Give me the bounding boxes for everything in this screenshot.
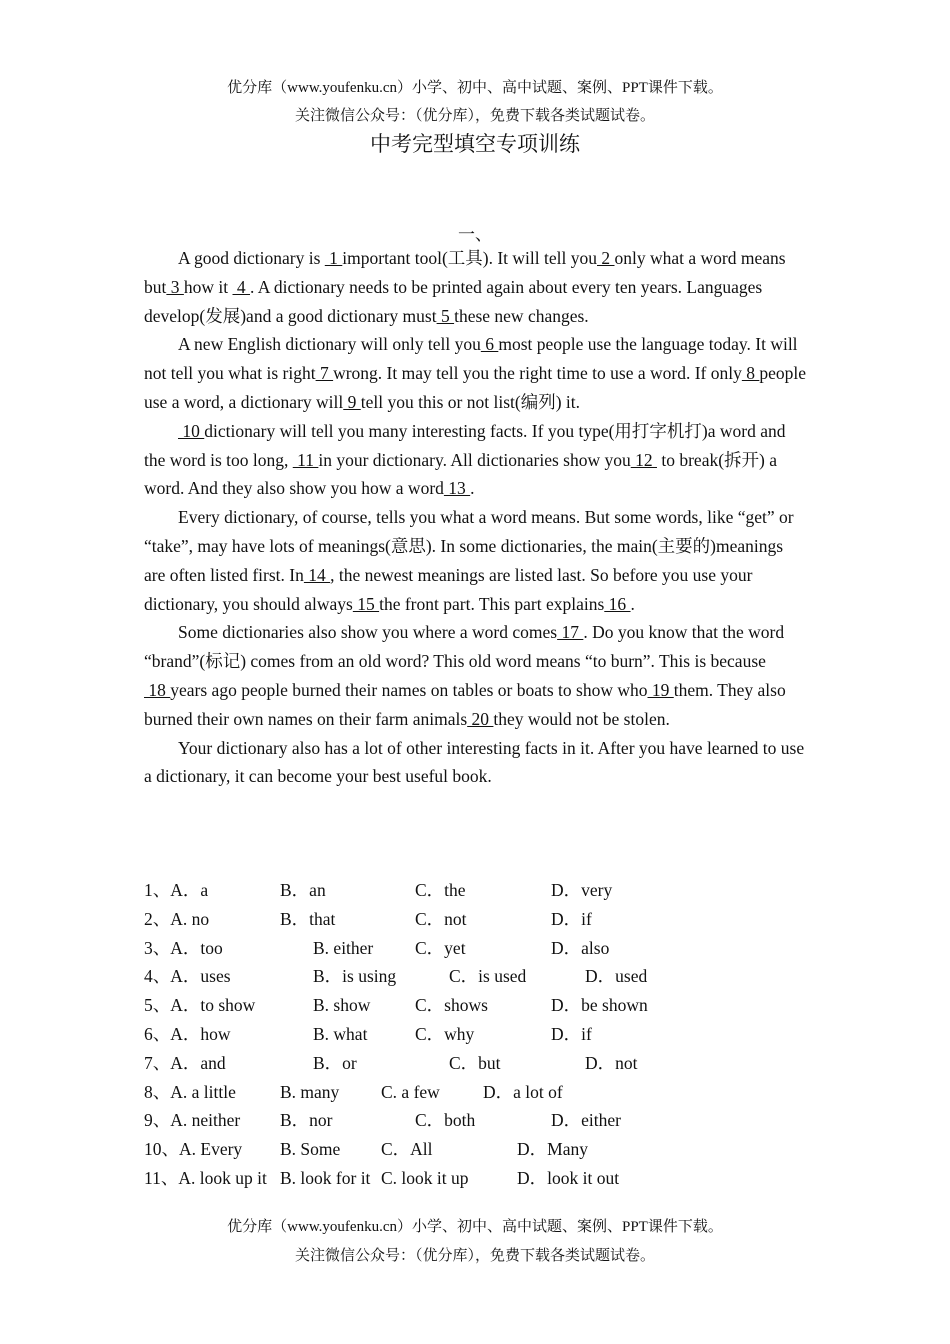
option-c: C．All xyxy=(381,1139,433,1160)
option-c: C．both xyxy=(415,1110,476,1131)
header-line-1: 优分库（www.youfenku.cn）小学、初中、高中试题、案例、PPT课件下载。 xyxy=(227,80,723,96)
passage-paragraph: A new English dictionary will only tell you 6 most people use the language today. It will not tell you what is right 7 wrong. It may tell you the right time to use a word. If only 8 people use a word, a dictionary will 9 tell you this or not list(编列) it. xyxy=(144,334,806,412)
option-c: C．not xyxy=(415,908,467,929)
option-d: D．very xyxy=(551,880,613,900)
option-d: D．if xyxy=(551,908,592,929)
option-c: C．is used xyxy=(449,966,527,987)
blank: 10 xyxy=(178,420,205,441)
option-row xyxy=(144,1049,808,1078)
option-a: 3、A．too xyxy=(144,937,223,958)
option-a: 9、A. neither xyxy=(144,1110,241,1131)
option-a: 10、A. Every xyxy=(144,1139,243,1160)
option-a: 1、A．a xyxy=(144,880,209,900)
option-row xyxy=(144,1106,808,1135)
option-c: C．shows xyxy=(415,995,488,1016)
option-b: B. show xyxy=(313,995,371,1016)
blank: 6 xyxy=(480,334,499,355)
option-row xyxy=(144,1135,808,1164)
blank: 4 xyxy=(232,276,250,297)
option-a: 2、A. no xyxy=(144,908,210,929)
option-b: B．that xyxy=(280,908,336,929)
option-row xyxy=(144,876,808,905)
passage-paragraph: 10 dictionary will tell you many interesting facts. If you type(用打字机打)a word and the word is too long, 11 in your dictionary. All dictionaries show you 12 to break(拆开) a word. And they also show you how a word 13 . xyxy=(144,420,786,499)
blank: 19 xyxy=(647,679,674,700)
passage-paragraph: Your dictionary also has a lot of other interesting facts in it. After you have learned to use a dictionary, it can become your best useful book. xyxy=(144,737,805,787)
passage-paragraph: Every dictionary, of course, tells you what a word means. But some words, like “get” or “take”, may have lots of meanings(意思). In some dictionaries, the main(主要的)meanings are often listed first. In 14 , the newest meanings are listed last. So before you use your dictionary, you should always 15 the front part. This part explains 16 . xyxy=(144,507,794,614)
blank: 15 xyxy=(352,593,380,614)
option-a: 8、A. a little xyxy=(144,1081,236,1102)
blank: 18 xyxy=(144,679,171,700)
option-row xyxy=(144,934,808,963)
option-d: D．also xyxy=(551,937,610,958)
blank: 20 xyxy=(467,708,494,729)
option-b: B．an xyxy=(280,880,326,900)
option-a: 5、A．to show xyxy=(144,995,256,1016)
blank: 1 xyxy=(324,248,343,268)
option-row xyxy=(144,1078,808,1107)
option-a: 11、A. look up it xyxy=(144,1167,267,1188)
section-number: 一、 xyxy=(458,225,492,244)
option-c: C. a few xyxy=(381,1081,440,1102)
option-d: D．look it out xyxy=(517,1167,620,1188)
option-b: B. look for it xyxy=(280,1167,371,1188)
passage xyxy=(144,244,808,791)
blank: 3 xyxy=(166,276,184,297)
option-b: B．nor xyxy=(280,1110,333,1131)
option-row xyxy=(144,962,808,991)
option-row xyxy=(144,1020,808,1049)
footer-line-1: 优分库（www.youfenku.cn）小学、初中、高中试题、案例、PPT课件下载。 xyxy=(227,1219,723,1235)
blank: 14 xyxy=(303,564,331,585)
option-c: C. look it up xyxy=(381,1167,469,1188)
option-d: D．either xyxy=(551,1110,621,1131)
option-c: C．but xyxy=(449,1052,501,1073)
option-a: 7、A．and xyxy=(144,1052,226,1073)
blank: 13 xyxy=(443,478,471,499)
blank: 9 xyxy=(343,391,361,412)
blank: 12 xyxy=(630,449,657,470)
header-line-2: 关注微信公众号：（优分库），免费下载各类试题试卷。 xyxy=(294,108,655,124)
option-b: B．or xyxy=(313,1052,357,1073)
option-row xyxy=(144,905,808,934)
blank: 8 xyxy=(741,363,760,384)
option-b: B. what xyxy=(313,1023,368,1044)
blank: 11 xyxy=(292,449,319,470)
page-title: 中考完型填空专项训练 xyxy=(370,132,580,156)
option-c: C．yet xyxy=(415,937,466,958)
option-b: B. either xyxy=(313,937,374,958)
option-a: 6、A．how xyxy=(144,1023,231,1044)
option-d: D．a lot of xyxy=(483,1081,563,1102)
blank: 7 xyxy=(315,363,334,384)
blank: 16 xyxy=(604,593,631,614)
passage-paragraph: Some dictionaries also show you where a word comes 17 . Do you know that the word “brand”(标记) comes from an old word? This old word means “to burn”. This is because 18 years ago people burned their names on tables or boats to show who 19 them. They also burned their own names on their farm animals 20 they would not be stolen. xyxy=(144,622,786,729)
blank: 5 xyxy=(436,305,455,326)
option-b: B．is using xyxy=(313,966,397,987)
blank: 2 xyxy=(597,248,615,268)
option-d: D．not xyxy=(585,1052,638,1073)
option-row xyxy=(144,1164,808,1193)
option-d: D．used xyxy=(585,966,648,987)
option-d: D．Many xyxy=(517,1139,588,1160)
option-a: 4、A．uses xyxy=(144,966,231,987)
blank: 17 xyxy=(557,622,584,643)
option-c: C．the xyxy=(415,880,466,900)
option-b: B. Some xyxy=(280,1139,341,1160)
option-d: D．if xyxy=(551,1023,592,1044)
passage-paragraph: A good dictionary is 1 important tool(工具). It will tell you 2 only what a word means but 3 how it 4 . A dictionary needs to be printed again about every ten years. Languages develop(发展)and a good dictionary must 5 these new changes. xyxy=(144,248,786,326)
options-list xyxy=(144,876,808,1193)
option-c: C．why xyxy=(415,1023,475,1044)
option-d: D．be shown xyxy=(551,995,648,1016)
footer-line-2: 关注微信公众号：（优分库），免费下载各类试题试卷。 xyxy=(294,1248,655,1264)
option-row xyxy=(144,991,808,1020)
option-b: B. many xyxy=(280,1081,340,1102)
